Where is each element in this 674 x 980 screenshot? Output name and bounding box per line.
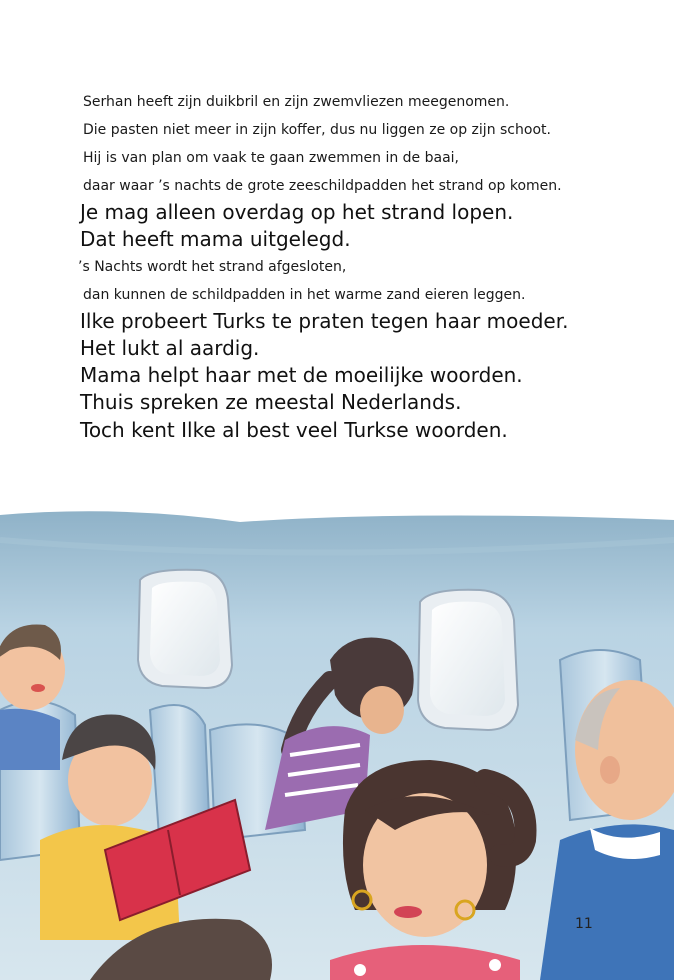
boy-left	[0, 624, 65, 770]
airplane-cabin-illustration	[0, 510, 674, 980]
text-line-3: Hij is van plan om vaak te gaan zwemmen in de baai,	[83, 150, 460, 166]
text-line-9: Ilke probeert Turks te praten tegen haar moeder.	[80, 309, 569, 333]
text-line-6: Dat heeft mama uitgelegd.	[80, 227, 351, 251]
text-line-11: Mama helpt haar met de moeilijke woorden.	[80, 363, 523, 387]
text-line-4: daar waar ’s nachts de grote zeeschildpadden het strand op komen.	[83, 178, 562, 194]
window-right	[418, 590, 518, 730]
text-line-13: Toch kent Ilke al best veel Turkse woorden.	[80, 418, 508, 442]
text-line-5: Je mag alleen overdag op het strand lopen.	[80, 200, 514, 224]
text-line-7: ’s Nachts wordt het strand afgesloten,	[78, 259, 347, 275]
page-number: 11	[575, 916, 593, 932]
window-left	[138, 570, 232, 688]
text-line-12: Thuis spreken ze meestal Nederlands.	[80, 390, 462, 414]
text-line-2: Die pasten niet meer in zijn koffer, dus nu liggen ze op zijn schoot.	[83, 122, 551, 138]
text-line-8: dan kunnen de schildpadden in het warme zand eieren leggen.	[83, 287, 526, 303]
text-line-1: Serhan heeft zijn duikbril en zijn zwemvliezen meegenomen.	[83, 94, 510, 110]
text-line-10: Het lukt al aardig.	[80, 336, 260, 360]
